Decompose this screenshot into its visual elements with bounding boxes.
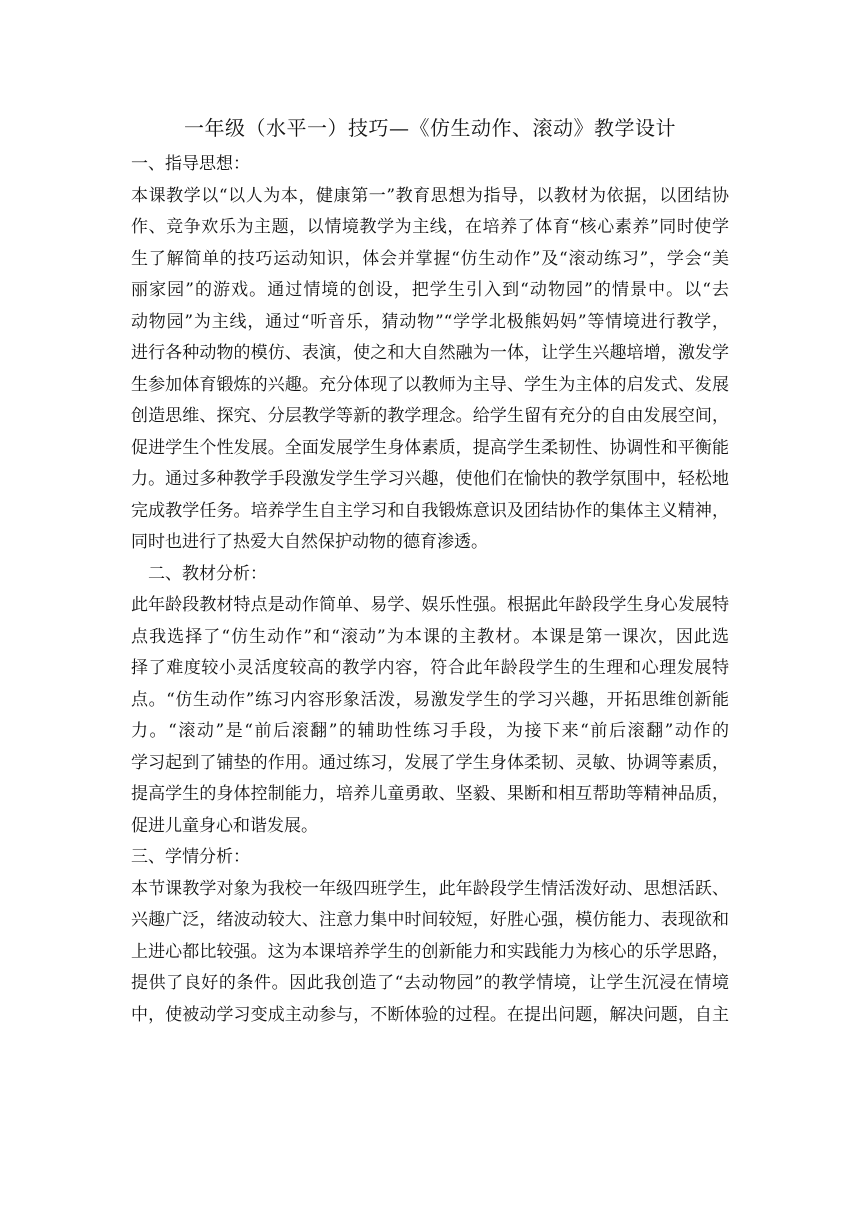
paragraph-guiding-ideology xyxy=(131,181,729,559)
text-line: 进行各种动物的模仿、表演，使之和大自然融为一体，让学生兴趣培增，激发学 xyxy=(131,343,729,363)
text-line: 促进学生个性发展。全面发展学生身体素质，提高学生柔韧性、协调性和平衡能 xyxy=(131,437,729,458)
text-line: 生了解简单的技巧运动知识，体会并掌握“仿生动作”及“滚动练习”，学会“美 xyxy=(131,248,729,269)
section-heading-learner-analysis: 三、学情分析： xyxy=(131,847,250,867)
text-line: 创造思维、探究、分层教学等新的教学理念。给学生留有充分的自由发展空间， xyxy=(131,406,729,426)
text-line: 动物园”为主线，通过“听音乐，猜动物”“学学北极熊妈妈”等情境进行教学， xyxy=(131,311,729,332)
text-line: 学习起到了铺垫的作用。通过练习，发展了学生身体柔韧、灵敏、协调等素质， xyxy=(131,752,729,773)
text-line: 丽家园”的游戏。通过情境的创设，把学生引入到“动物园”的情景中。以“去 xyxy=(131,280,729,300)
document-body xyxy=(131,149,729,1031)
section-heading-material-analysis: 二、教材分析： xyxy=(148,563,267,584)
text-line: 生参加体育锻炼的兴趣。充分体现了以教师为主导、学生为主体的启发式、发展 xyxy=(131,374,729,395)
text-line: 兴趣广泛，绪波动较大、注意力集中时间较短，好胜心强，模仿能力、表现欲和 xyxy=(131,910,729,930)
text-line: 此年龄段教材特点是动作简单、易学、娱乐性强。根据此年龄段学生身心发展特 xyxy=(131,595,729,615)
document-title: 一年级（水平一）技巧—《仿生动作、滚动》教学设计 xyxy=(184,116,676,140)
text-line: 作、竞争欢乐为主题，以情境教学为主线，在培养了体育“核心素养”同时使学 xyxy=(131,217,729,237)
text-line: 提供了良好的条件。因此我创造了“去动物园”的教学情境，让学生沉浸在情境 xyxy=(131,973,729,993)
text-line: 上进心都比较强。这为本课培养学生的创新能力和实践能力为核心的乐学思路， xyxy=(131,941,729,962)
text-line: 择了难度较小灵活度较高的教学内容，符合此年龄段学生的生理和心理发展特 xyxy=(131,658,729,678)
section-heading-guiding-ideology: 一、指导思想： xyxy=(131,154,250,174)
text-line: 点我选择了“仿生动作”和“滚动”为本课的主教材。本课是第一课次，因此选 xyxy=(131,626,729,647)
text-line: 本课教学以“以人为本，健康第一”教育思想为指导，以教材为依据，以团结协 xyxy=(131,185,729,206)
text-line: 力。“滚动”是“前后滚翻”的辅助性练习手段，为接下来“前后滚翻”动作的 xyxy=(131,721,729,741)
paragraph-learner-analysis xyxy=(131,874,729,1032)
text-line: 完成教学任务。培养学生自主学习和自我锻炼意识及团结协作的集体主义精神， xyxy=(131,500,729,521)
text-line: 本节课教学对象为我校一年级四班学生，此年龄段学生情活泼好动、思想活跃、 xyxy=(131,878,729,899)
text-line: 点。“仿生动作”练习内容形象活泼，易激发学生的学习兴趣，开拓思维创新能 xyxy=(131,689,729,710)
text-line: 力。通过多种教学手段激发学生学习兴趣，使他们在愉快的教学氛围中，轻松地 xyxy=(131,469,729,489)
text-line: 提高学生的身体控制能力，培养儿童勇敢、坚毅、果断和相互帮助等精神品质， xyxy=(131,784,729,804)
text-line: 同时也进行了热爱大自然保护动物的德育渗透。 xyxy=(131,532,488,552)
paragraph-material-analysis xyxy=(131,590,729,842)
text-line: 促进儿童身心和谐发展。 xyxy=(131,815,318,836)
text-line: 中，使被动学习变成主动参与，不断体验的过程。在提出问题，解决问题，自主 xyxy=(131,1004,729,1025)
